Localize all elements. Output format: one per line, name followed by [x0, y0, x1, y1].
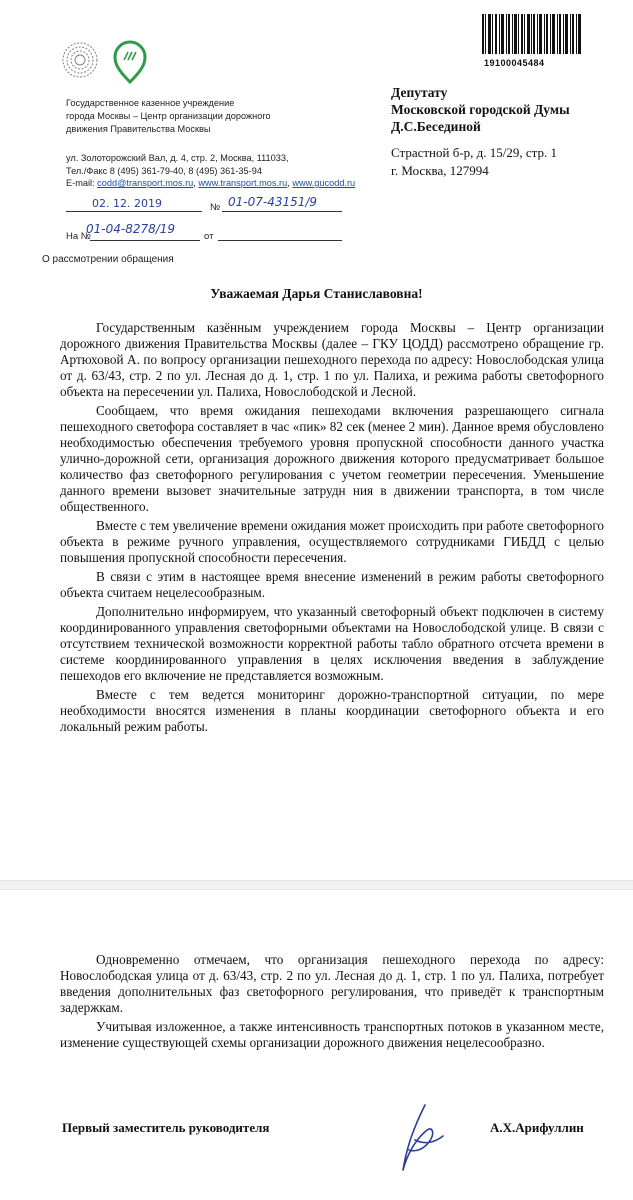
separator: ,	[193, 178, 199, 188]
website-link[interactable]: www.transport.mos.ru	[198, 178, 288, 188]
address-line: Страстной б-р, д. 15/29, стр. 1	[391, 145, 558, 160]
email-label: E-mail:	[66, 178, 98, 188]
org-line: движения Правительства Москвы	[66, 124, 211, 134]
body-paragraph: В связи с этим в настоящее время внесение изменений в режим работы светофорного объекта считаем нецелесообразным.	[60, 569, 604, 600]
organization-logos	[60, 38, 160, 88]
reference-line	[90, 240, 200, 241]
sender-contacts	[66, 152, 366, 190]
reference-date-line	[218, 240, 342, 241]
separator: ,	[287, 178, 293, 188]
number-line	[222, 211, 342, 212]
org-line: Государственное казенное учреждение	[66, 98, 235, 108]
salutation: Уважаемая Дарья Станиславовна!	[210, 286, 423, 301]
sender-address: ул. Золоторожский Вал, д. 4, стр. 2, Москва, 111033,	[66, 153, 289, 163]
barcode-icon	[482, 14, 582, 54]
outgoing-date: 02. 12. 2019	[92, 197, 162, 210]
addressee-address	[391, 144, 557, 180]
date-line	[66, 211, 202, 212]
body-paragraph: Одновременно отмечаем, что организация пешеходного перехода по адресу: Новослободская улица от д. 63/43, стр. 2 по ул. Лесная до д. 1, стр. 1 по ул. Палиха, потребует введения дополнительных фаз светофорного регулирования, что приведёт к транспортным задержкам.	[60, 952, 604, 1015]
signatory-title: Первый заместитель руководителя	[62, 1120, 270, 1135]
outgoing-number: 01-07-43151/9	[228, 195, 318, 209]
sender-organization	[66, 97, 316, 136]
reference-number: 01-04-8278/19	[86, 222, 176, 236]
website-link[interactable]: www.gucodd.ru	[292, 178, 356, 188]
sender-web-line	[66, 177, 366, 190]
reference-from-label: от	[204, 231, 214, 242]
addressee-line: Депутату	[391, 85, 448, 100]
grey-rings-logo-icon	[63, 43, 97, 77]
green-pin-logo-icon	[115, 42, 145, 82]
org-line: города Москвы – Центр организации дорожного	[66, 111, 271, 121]
letter-body-page1	[60, 320, 604, 738]
letter-subject: О рассмотрении обращения	[42, 254, 174, 265]
email-link[interactable]: codd@transport.mos.ru	[97, 178, 194, 188]
addressee-line: Д.С.Бесединой	[391, 119, 481, 134]
reference-label: На №	[66, 231, 91, 242]
body-paragraph: Сообщаем, что время ожидания пешеходами включения разрешающего сигнала пешеходного светофора составляет в час «пик» 82 сек (менее 2 мин). Данное время обусловлено необходимостью обеспечения требуемого уровня пропускной способности данного участка улично-дорожной сети, организация дорожного движения которого предусматривает большое количество фаз светофорного регулирования с учетом геометрии пересечения. Уменьшение данного времени вызовет значительные затрудн ния в движении транспорта, в том числе общественного.	[60, 403, 604, 514]
body-paragraph: Дополнительно информируем, что указанный светофорный объект подключен в систему координированного управления светофорными объектами на Новослободской улице. В связи с отсутствием технической возможности корректной работы табло обратного отсчета времени в системе координированного управления в целях исключения введения в заблуждение пешеходов его включение не представляется возможным.	[60, 604, 604, 683]
body-paragraph: Государственным казённым учреждением города Москвы – Центр организации дорожного движения Правительства Москвы (далее – ГКУ ЦОДД) рассмотрено обращение гр. Артюховой А. по вопросу организации пешеходного перехода по адресу: Новослободская улица от д. 63/43, стр. 2 по ул. Лесная до д. 1, стр. 1 по ул. Палиха, и режима работы светофорного объекта на пересечении ул. Палиха, Новослободской и Лесной.	[60, 320, 604, 399]
letter-body-page2	[60, 952, 604, 1054]
addressee-line: Московской городской Думы	[391, 102, 570, 117]
barcode-number: 19100045484	[484, 58, 545, 68]
sender-phones: Тел./Факс 8 (495) 361-79-40, 8 (495) 361-35-94	[66, 165, 262, 176]
body-paragraph: Вместе с тем ведется мониторинг дорожно-транспортной ситуации, по мере необходимости вносятся изменения в планы координации светофорного объекта и его локальный режим работы.	[60, 687, 604, 734]
body-paragraph: Вместе с тем увеличение времени ожидания может происходить при работе светофорного объекта в режиме ручного управления, осуществляемого сотрудниками ГИБДД с целью повышения пропускной способности пересечения.	[60, 518, 604, 565]
signatory-name: А.Х.Арифуллин	[490, 1120, 584, 1135]
addressee-block	[391, 84, 570, 135]
number-label: №	[210, 202, 221, 213]
handwritten-signature	[385, 1100, 455, 1185]
address-line: г. Москва, 127994	[391, 163, 489, 178]
body-paragraph: Учитывая изложенное, а также интенсивность транспортных потоков в указанном месте, изменение существующей схемы организации дорожного движения нецелесообразно.	[60, 1019, 604, 1050]
page-separator	[0, 880, 633, 890]
